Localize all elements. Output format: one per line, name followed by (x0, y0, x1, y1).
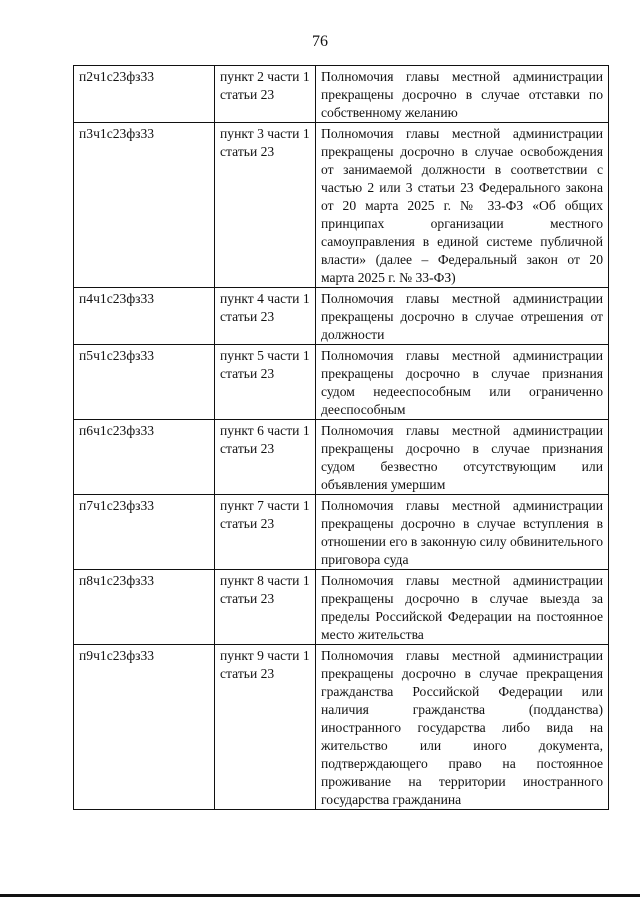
row-code: п7ч1с23фз33 (74, 495, 215, 570)
page-number: 76 (312, 33, 328, 50)
table-row (74, 288, 609, 345)
row-description: Полномочия главы местной администрации прекращены досрочно в случае признания судом безвестно отсутствующим или объявления умершим (316, 420, 609, 495)
table-row (74, 66, 609, 123)
table-row (74, 495, 609, 570)
row-description: Полномочия главы местной администрации прекращены досрочно в случае признания судом недееспособным или ограниченно дееспособным (316, 345, 609, 420)
row-description: Полномочия главы местной администрации прекращены досрочно в случае отрешения от должности (316, 288, 609, 345)
table-row (74, 420, 609, 495)
table-row (74, 645, 609, 810)
row-description: Полномочия главы местной администрации прекращены досрочно в случае отставки по собственному желанию (316, 66, 609, 123)
row-code: п8ч1с23фз33 (74, 570, 215, 645)
row-reference: пункт 2 части 1 статьи 23 (215, 66, 316, 123)
row-reference: пункт 8 части 1 статьи 23 (215, 570, 316, 645)
row-code: п9ч1с23фз33 (74, 645, 215, 810)
row-code: п5ч1с23фз33 (74, 345, 215, 420)
row-reference: пункт 5 части 1 статьи 23 (215, 345, 316, 420)
row-reference: пункт 9 части 1 статьи 23 (215, 645, 316, 810)
row-description: Полномочия главы местной администрации прекращены досрочно в случае прекращения гражданства Российской Федерации или наличия гражданства (подданства) иностранного государства либо вида на жительство или иного документа, подтверждающего право на постоянное проживание на территории иностранного государства гражданина (316, 645, 609, 810)
codes-table (73, 65, 609, 810)
row-code: п6ч1с23фз33 (74, 420, 215, 495)
row-description: Полномочия главы местной администрации прекращены досрочно в случае освобождения от занимаемой должности в соответствии с частью 2 или 3 статьи 23 Федерального закона от 20 марта 2025 г. № 33-ФЗ «Об общих принципах организации местного самоуправления в единой системе публичной власти» (далее – Федеральный закон от 20 марта 2025 г. № 33-ФЗ) (316, 123, 609, 288)
row-description: Полномочия главы местной администрации прекращены досрочно в случае выезда за пределы Российской Федерации на постоянное место жительства (316, 570, 609, 645)
table-row (74, 345, 609, 420)
table-row (74, 570, 609, 645)
row-code: п2ч1с23фз33 (74, 66, 215, 123)
row-reference: пункт 6 части 1 статьи 23 (215, 420, 316, 495)
row-code: п3ч1с23фз33 (74, 123, 215, 288)
row-reference: пункт 3 части 1 статьи 23 (215, 123, 316, 288)
row-reference: пункт 4 части 1 статьи 23 (215, 288, 316, 345)
row-code: п4ч1с23фз33 (74, 288, 215, 345)
row-description: Полномочия главы местной администрации прекращены досрочно в случае вступления в отношении его в законную силу обвинительного приговора суда (316, 495, 609, 570)
row-reference: пункт 7 части 1 статьи 23 (215, 495, 316, 570)
table-row (74, 123, 609, 288)
